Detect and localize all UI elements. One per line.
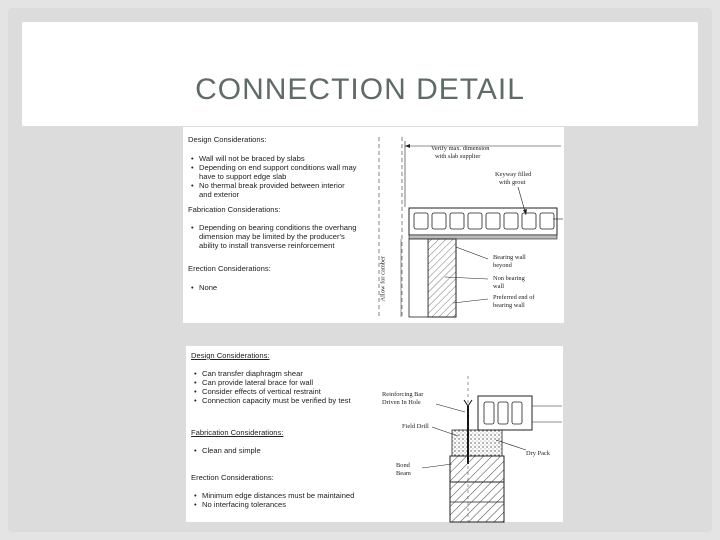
- non-bearing-wall-label: Non bearing: [493, 275, 525, 282]
- verify-label: Verify max. dimension: [431, 145, 490, 152]
- connection-detail-1: [183, 127, 564, 323]
- title-box: [22, 22, 698, 126]
- bullet-icon: •: [194, 491, 197, 500]
- design-item: Depending on end support conditions wall may: [199, 163, 357, 172]
- bond-beam-label: Beam: [396, 470, 411, 477]
- verify-label: with slab supplier: [435, 153, 481, 160]
- bullet-icon: •: [191, 154, 194, 163]
- bullet-icon: •: [194, 387, 197, 396]
- fabrication-heading: Fabrication Considerations:: [188, 205, 281, 214]
- bond-beam-label: Bond: [396, 462, 410, 469]
- design-item: Can transfer diaphragm shear: [202, 369, 303, 378]
- design-item: Consider effects of vertical restraint: [202, 387, 321, 396]
- erection-item: Minimum edge distances must be maintained: [202, 491, 355, 500]
- reinforcing-bar-label: Driven In Hole: [382, 399, 421, 406]
- preferred-end-label: Preferred end of: [493, 294, 535, 301]
- connection-detail-2: [186, 346, 563, 522]
- bullet-icon: •: [191, 283, 194, 292]
- erection-item: No interfacing tolerances: [202, 500, 286, 509]
- bullet-icon: •: [191, 181, 194, 190]
- fabrication-item: Depending on bearing conditions the overhang: [199, 223, 357, 232]
- bullet-icon: •: [191, 163, 194, 172]
- design-heading: Design Considerations:: [191, 351, 270, 360]
- field-drill-label: Field Drill: [402, 423, 429, 430]
- erection-item: None: [199, 283, 218, 292]
- bullet-icon: •: [194, 446, 197, 455]
- design-item: Wall will not be braced by slabs: [199, 154, 305, 163]
- bullet-icon: •: [194, 396, 197, 405]
- design-heading: Design Considerations:: [188, 135, 267, 144]
- design-item: Connection capacity must be verified by test: [202, 396, 351, 405]
- design-item: No thermal break provided between interior: [199, 181, 345, 190]
- design-item: and exterior: [199, 190, 240, 199]
- erection-heading: Erection Considerations:: [188, 264, 271, 273]
- slide-title: CONNECTION DETAIL: [195, 73, 525, 106]
- bullet-icon: •: [191, 223, 194, 232]
- bullet-icon: •: [194, 378, 197, 387]
- keyway-label: with grout: [499, 179, 526, 186]
- keyway-label: Keyway filled: [495, 171, 532, 178]
- preferred-end-label: bearing wall: [493, 302, 525, 309]
- fabrication-item: dimension may be limited by the producer's: [199, 232, 345, 241]
- reinforcing-bar-label: Reinforcing Bar: [382, 391, 424, 398]
- design-item: have to support edge slab: [199, 172, 287, 181]
- fabrication-heading: Fabrication Considerations:: [191, 428, 284, 437]
- fabrication-item: ability to install transverse reinforcement: [199, 241, 335, 250]
- bullet-icon: •: [194, 500, 197, 509]
- bullet-icon: •: [194, 369, 197, 378]
- non-bearing-wall-label: wall: [493, 283, 505, 290]
- reinforcing-bar-connection-drawing: [186, 346, 563, 522]
- bearing-wall-label: Bearing wall: [493, 254, 526, 261]
- fabrication-item: Clean and simple: [202, 446, 261, 455]
- dry-pack-label: Dry Pack: [526, 450, 550, 457]
- design-item: Can provide lateral brace for wall: [202, 378, 314, 387]
- camber-label: Allow for camber: [379, 256, 387, 302]
- erection-heading: Erection Considerations:: [191, 473, 274, 482]
- bearing-wall-label: beyond: [493, 262, 512, 269]
